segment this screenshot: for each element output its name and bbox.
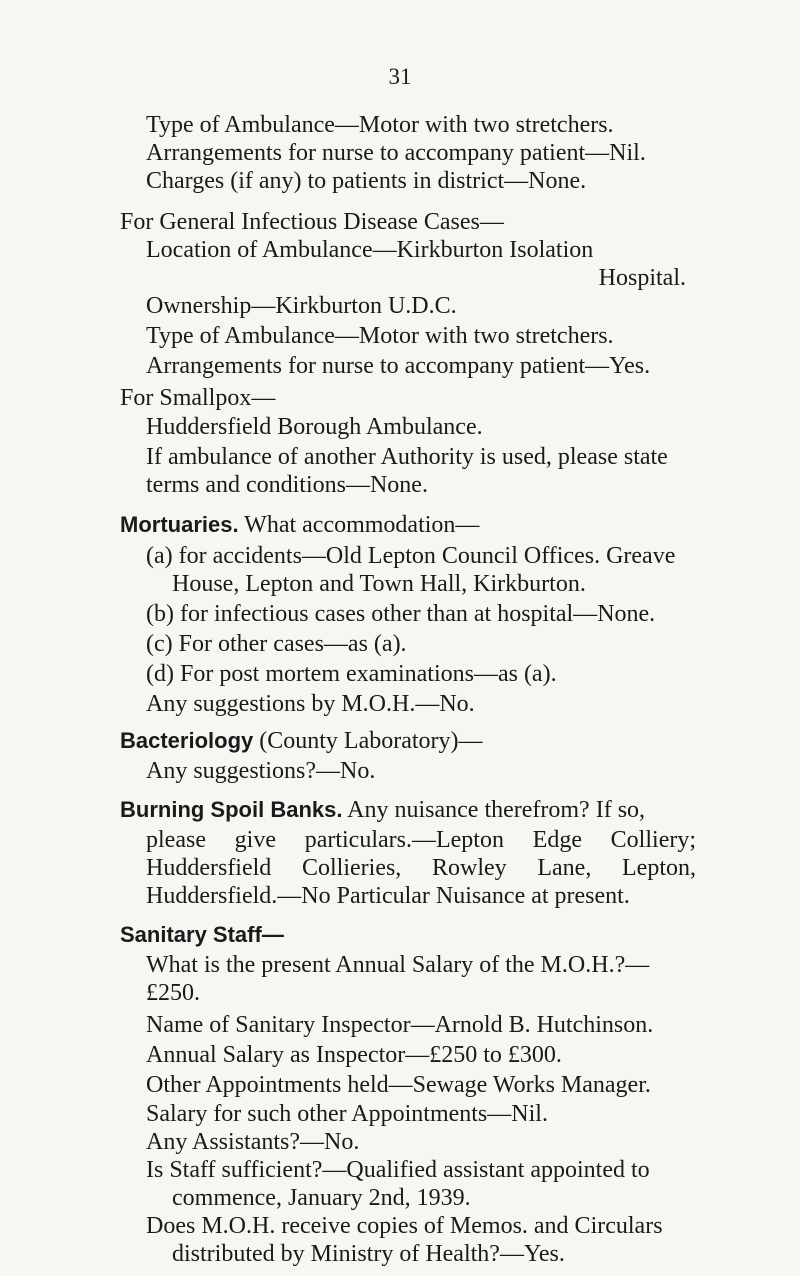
page-number: 31	[388, 64, 412, 89]
text-line: Does M.O.H. receive copies of Memos. and Circulars	[146, 1213, 663, 1240]
text-line: Type of Ambulance—Motor with two stretchers.	[146, 322, 614, 349]
text-line: Any Assistants?—No.	[146, 1129, 360, 1156]
heading-bacteriology: Bacteriology	[120, 728, 254, 753]
text-line: Location of Ambulance—Kirkburton Isolation	[146, 237, 594, 264]
text-line: £250.	[146, 980, 200, 1006]
spoil-banks-line: Burning Spoil Banks. Any nuisance therefrom? If so,	[120, 797, 646, 824]
text-line: Other Appointments held—Sewage Works Manager.	[146, 1071, 651, 1098]
text-line: Any suggestions?—No.	[146, 757, 376, 784]
bacteriology-line: Bacteriology (County Laboratory)—	[120, 728, 483, 754]
heading-spoil-banks: Burning Spoil Banks.	[120, 797, 343, 823]
text-line: (c) For other cases—as (a).	[146, 630, 407, 657]
text-line: Charges (if any) to patients in district—None.	[146, 168, 587, 194]
text-line: Is Staff sufficient?—Qualified assistant appointed to	[146, 1157, 650, 1184]
text-line: Any suggestions by M.O.H.—No.	[146, 690, 475, 717]
text-line: (a) for accidents—Old Lepton Council Offices. Greave	[146, 543, 676, 570]
text-line: Name of Sanitary Inspector—Arnold B. Hutchinson.	[146, 1011, 654, 1038]
mortuaries-line: Mortuaries. What accommodation—	[120, 511, 480, 538]
text-line: (d) For post mortem examinations—as (a).	[146, 660, 557, 687]
text-line: If ambulance of another Authority is used, please state	[146, 444, 668, 471]
text-line: (b) for infectious cases other than at hospital—None.	[146, 601, 656, 628]
heading-mortuaries: Mortuaries.	[120, 511, 239, 537]
text-line: Huddersfield.—No Particular Nuisance at present.	[146, 882, 630, 909]
text-line: House, Lepton and Town Hall, Kirkburton.	[172, 571, 586, 598]
text-line: Arrangements for nurse to accompany patient—Yes.	[146, 352, 651, 379]
text-line: Huddersfield Borough Ambulance.	[146, 414, 483, 441]
text-line: terms and conditions—None.	[146, 472, 428, 499]
text-line: Salary for such other Appointments—Nil.	[146, 1101, 548, 1128]
text-line: Hospital.	[598, 265, 686, 292]
text-line: Type of Ambulance—Motor with two stretchers.	[146, 112, 614, 138]
text-line: Annual Salary as Inspector—£250 to £300.	[146, 1041, 562, 1068]
text-line: Ownership—Kirkburton U.D.C.	[146, 293, 457, 320]
text-line: Huddersfield Collieries, Rowley Lane, Lepton,	[146, 854, 696, 881]
text-line: commence, January 2nd, 1939.	[172, 1185, 471, 1212]
section-heading: For Smallpox—	[120, 384, 276, 411]
text-line: distributed by Ministry of Health?—Yes.	[172, 1241, 565, 1268]
heading-sanitary-staff: Sanitary Staff—	[120, 922, 284, 948]
section-heading: For General Infectious Disease Cases—	[120, 209, 504, 236]
text-line: Arrangements for nurse to accompany patient—Nil.	[146, 140, 646, 166]
text-line: What is the present Annual Salary of the M.O.H.?—	[146, 952, 650, 978]
text-line: please give particulars.—Lepton Edge Colliery;	[146, 826, 696, 853]
